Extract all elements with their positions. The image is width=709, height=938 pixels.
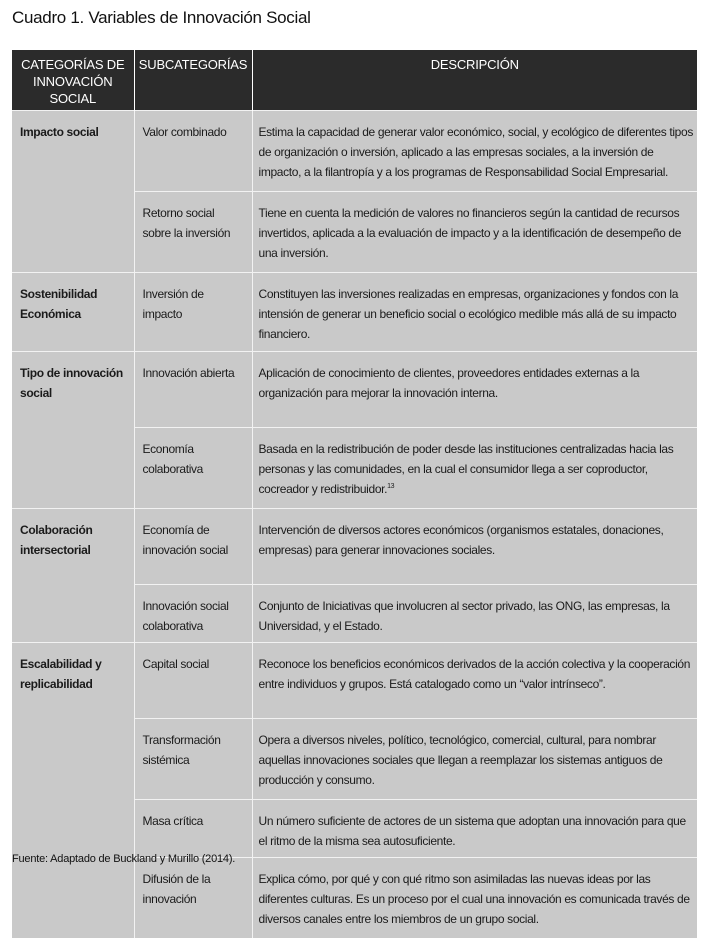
variables-table-container: [12, 50, 697, 938]
description-cell: Tiene en cuenta la medición de valores no financieros según la cantidad de recursos invertidos, aplicada a la evaluación de impacto y a la identificación de desempeño de una inversión.: [252, 192, 697, 273]
description-cell: [252, 428, 697, 509]
header-categorias-line1: CATEGORÍAS DE: [21, 57, 124, 72]
table-row: [12, 509, 697, 585]
table-row: [12, 352, 697, 428]
category-cell: Tipo de innovación social: [12, 352, 134, 509]
subcategory-cell: Difusión de la innovación: [134, 858, 252, 938]
header-subcategorias: SUBCATEGORÍAS: [134, 50, 252, 111]
description-cell: Reconoce los beneficios económicos derivados de la acción colectiva y la cooperación entre individuos y grupos. Está catalogado como un “valor intrínseco”.: [252, 643, 697, 719]
subcategory-cell: Transformación sistémica: [134, 719, 252, 800]
description-cell: Constituyen las inversiones realizadas en empresas, organizaciones y fondos con la intensión de generar un beneficio social o ecológico medible más allá de su impacto financiero.: [252, 273, 697, 352]
header-categorias-line2: INNOVACIÓN SOCIAL: [33, 74, 112, 106]
header-categorias: [12, 50, 134, 111]
description-cell: Opera a diversos niveles, político, tecnológico, comercial, cultural, para nombrar aquellas innovaciones sociales que llegan a reemplazar los sistemas antiguos de producción y consumo.: [252, 719, 697, 800]
category-cell: Impacto social: [12, 111, 134, 273]
variables-table: [12, 50, 697, 938]
description-cell: Estima la capacidad de generar valor económico, social, y ecológico de diferentes tipos de organización o inversión, aplicado a las empresas sociales, a la inversión de impacto, a la filantropía y a los programas de Responsabilidad Social Empresarial.: [252, 111, 697, 192]
subcategory-cell: Economía colaborativa: [134, 428, 252, 509]
table-row: [12, 643, 697, 719]
table-row: [12, 111, 697, 192]
subcategory-cell: Valor combinado: [134, 111, 252, 192]
category-cell: Sostenibilidad Económica: [12, 273, 134, 352]
category-cell: Colaboración intersectorial: [12, 509, 134, 643]
footnote-ref: 13: [387, 483, 394, 490]
subcategory-cell: Inversión de impacto: [134, 273, 252, 352]
table-title: Cuadro 1. Variables de Innovación Social: [12, 8, 311, 28]
description-cell: Explica cómo, por qué y con qué ritmo son asimiladas las nuevas ideas por las diferentes culturas. Es un proceso por el cual una innovación es comunicada través de diversos canales entre los miembros de un grupo social.: [252, 858, 697, 938]
header-descripcion: DESCRIPCIÓN: [252, 50, 697, 111]
subcategory-cell: Innovación social colaborativa: [134, 585, 252, 643]
description-cell: Intervención de diversos actores económicos (organismos estatales, donaciones, empresas) para generar innovaciones sociales.: [252, 509, 697, 585]
category-cell: Escalabilidad y replicabilidad: [12, 643, 134, 938]
subcategory-cell: Capital social: [134, 643, 252, 719]
subcategory-cell: Masa crítica: [134, 800, 252, 858]
subcategory-cell: Economía de innovación social: [134, 509, 252, 585]
subcategory-cell: Innovación abierta: [134, 352, 252, 428]
table-header-row: [12, 50, 697, 111]
description-text: Basada en la redistribución de poder desde las instituciones centralizadas hacia las personas y las comunidades, en la cual el consumidor llega a ser coproductor, cocreador y redistribuidor.: [259, 442, 674, 496]
subcategory-cell: Retorno social sobre la inversión: [134, 192, 252, 273]
description-cell: Conjunto de Iniciativas que involucren al sector privado, las ONG, las empresas, la Universidad, y el Estado.: [252, 585, 697, 643]
source-note: Fuente: Adaptado de Buckland y Murillo (2014).: [12, 853, 235, 865]
table-row: [12, 273, 697, 352]
description-cell: Aplicación de conocimiento de clientes, proveedores entidades externas a la organización para mejorar la innovación interna.: [252, 352, 697, 428]
description-cell: Un número suficiente de actores de un sistema que adoptan una innovación para que el ritmo de la misma sea autosuficiente.: [252, 800, 697, 858]
